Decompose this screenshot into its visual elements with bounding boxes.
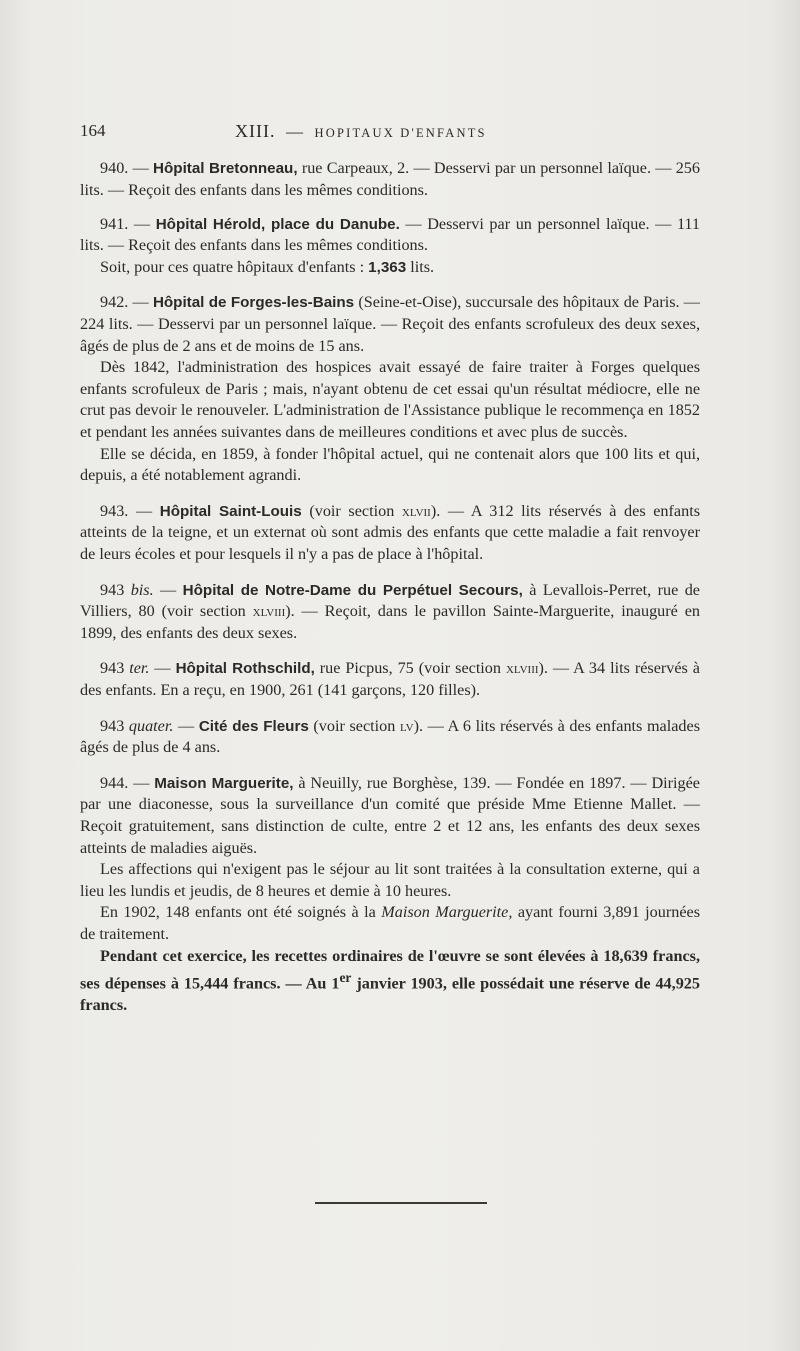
entry-943 (80, 501, 700, 566)
stats-text: En 1902, 148 enfants ont été soignés à la (100, 903, 382, 922)
entry-text: rue Carpeaux, 2. — Desservi par un personnel laïque. — 256 lits. — Reçoit des enfants dans les mêmes conditions. (80, 159, 700, 199)
entry-name: Hôpital de Forges-les-Bains (152, 294, 355, 312)
total-text: Soit, pour ces quatre hôpitaux d'enfants : (100, 257, 369, 276)
entry-number: 940. (100, 159, 129, 177)
entry-number: 942. (100, 293, 129, 312)
entry-name: Hôpital Saint-Louis (159, 502, 302, 520)
entry-943-quater (80, 716, 700, 759)
entry-text: ). — A 6 lits réservés à des enfants malades âgés de plus de 4 ans. (80, 716, 700, 757)
entry-suffix: quater. (124, 716, 174, 735)
entry-text: — Desservi par un personnel laïque. — 111 lits. — Reçoit des enfants dans les mêmes conditions. (80, 214, 701, 255)
entry-number: 943. (100, 501, 129, 520)
entry-dash: — (128, 773, 155, 792)
finance-text: janvier 1903, elle possédait une réserve de 44,925 francs. (80, 974, 700, 1015)
entry-suffix: bis. (124, 580, 154, 599)
section-ref: xlvii (401, 501, 431, 520)
entry-dash: — (128, 501, 160, 520)
entry-944-consultation: Les affections qui n'exigent pas le séjour au lit sont traitées à la consultation externe, qui a lieu les lundis et jeudis, de 8 heures et demie à 10 heures. (80, 860, 700, 900)
section-ref: xlviii (505, 659, 539, 678)
finance-text: Pendant cet exercice, les recettes ordinaires de l'œuvre se sont élevées à 18,639 francs, ses dépenses à 15,444 francs. — Au 1 (80, 946, 700, 993)
chapter-title-text: HOPITAUX D'ENFANTS (314, 126, 487, 140)
entry-text: ). — Reçoit, dans le pavillon Sainte-Marguerite, inauguré en 1899, des enfants des deux sexes. (80, 602, 700, 642)
section-ref: xlviii (252, 602, 286, 621)
total-beds-paragraph (80, 257, 700, 279)
ordinal-superscript: er (339, 970, 352, 986)
chapter-numeral: XIII. (235, 121, 276, 141)
entry-dash: — (128, 159, 154, 177)
entry-name: Cité des Fleurs (198, 717, 309, 735)
institution-name-italic: Maison Marguerite, (381, 903, 513, 922)
entry-text: ). — A 34 lits réservés à des enfants. En a reçu, en 1900, 261 (141 garçons, 120 filles). (80, 659, 700, 699)
entry-dash: — (173, 716, 199, 735)
entry-dash: — (153, 580, 183, 599)
entry-text: à Neuilly, rue Borghèse, 139. — Fondée en 1897. — Dirigée par une diaconesse, sous la surveillance d'un comité que préside Mme Etienne Mallet. — Reçoit gratuitement, sans distinction de culte, entre 2 et 12 ans, les enfants des deux sexes atteints de maladies aiguës. (80, 773, 700, 857)
entry-dash: — (128, 293, 153, 312)
page-body (80, 158, 700, 1017)
total-unit: lits. (406, 257, 435, 276)
entry-944-finances (80, 946, 700, 1017)
entry-suffix: ter. (124, 659, 150, 678)
entry-number: 944. (100, 773, 129, 792)
entry-dash: — (149, 659, 176, 678)
entry-number: 943 (100, 659, 125, 678)
entry-text: (voir section (308, 716, 400, 735)
entry-944 (80, 773, 700, 859)
header-dash: — (285, 122, 304, 141)
entry-name: Hôpital Rothschild, (175, 660, 315, 678)
entry-name: Hôpital Hérold, place du Danube. (155, 215, 400, 233)
stats-text: ayant fourni 3,891 journées de traitement. (80, 903, 700, 943)
entry-943-bis (80, 580, 700, 645)
entry-name: Maison Marguerite, (154, 774, 294, 792)
entry-text: à Levallois-Perret, rue de Villiers, 80 (voir section (80, 580, 700, 621)
entry-number: 943 (100, 580, 125, 599)
entry-942-history: Dès 1842, l'administration des hospices avait essayé de faire traiter à Forges quelques enfants scrofuleux de Paris ; mais, n'ayant obtenu de cet essai qu'un résultat médiocre, elle ne crut pas devoir le renouveler. L'administration de l'Assistance publique le recommença en 1852 et pendant les années suivantes dans de meilleures conditions et avec plus de succès. (80, 358, 700, 442)
entry-number: 943 (100, 716, 125, 735)
running-header (80, 121, 710, 145)
entry-943-ter (80, 658, 700, 701)
entry-940 (80, 158, 700, 201)
chapter-title (235, 121, 487, 142)
entry-944-statistics (80, 902, 700, 945)
end-rule (315, 1202, 487, 1204)
section-ref: lv (399, 716, 414, 735)
entry-text: (Seine-et-Oise), succursale des hôpitaux de Paris. — 224 lits. — Desservi par un personnel laïque. — Reçoit des enfants scrofuleux des deux sexes, âgés de plus de 2 ans et de moins de 15 ans. (80, 293, 700, 355)
entry-941 (80, 214, 700, 257)
entry-name: Hôpital Bretonneau, (153, 160, 298, 177)
entry-text: (voir section (301, 501, 402, 520)
entry-text: ). — A 312 lits réservés à des enfants atteints de la teigne, et un externat où sont admis des enfants que cette maladie a fait renvoyer de leurs écoles et pour lesquels il n'y a pas de place à l'hôpital. (80, 501, 700, 563)
entry-942 (80, 292, 700, 357)
total-beds-value: 1,363 (368, 258, 407, 276)
entry-dash: — (128, 214, 156, 233)
entry-text: rue Picpus, 75 (voir section (314, 659, 506, 678)
entry-name: Hôpital de Notre-Dame du Perpétuel Secours, (182, 581, 523, 599)
entry-number: 941. (100, 214, 129, 233)
page-number: 164 (80, 121, 106, 140)
entry-942-founding: Elle se décida, en 1859, à fonder l'hôpital actuel, qui ne contenait alors que 100 lits et qui, depuis, a été notablement agrandi. (80, 444, 700, 485)
